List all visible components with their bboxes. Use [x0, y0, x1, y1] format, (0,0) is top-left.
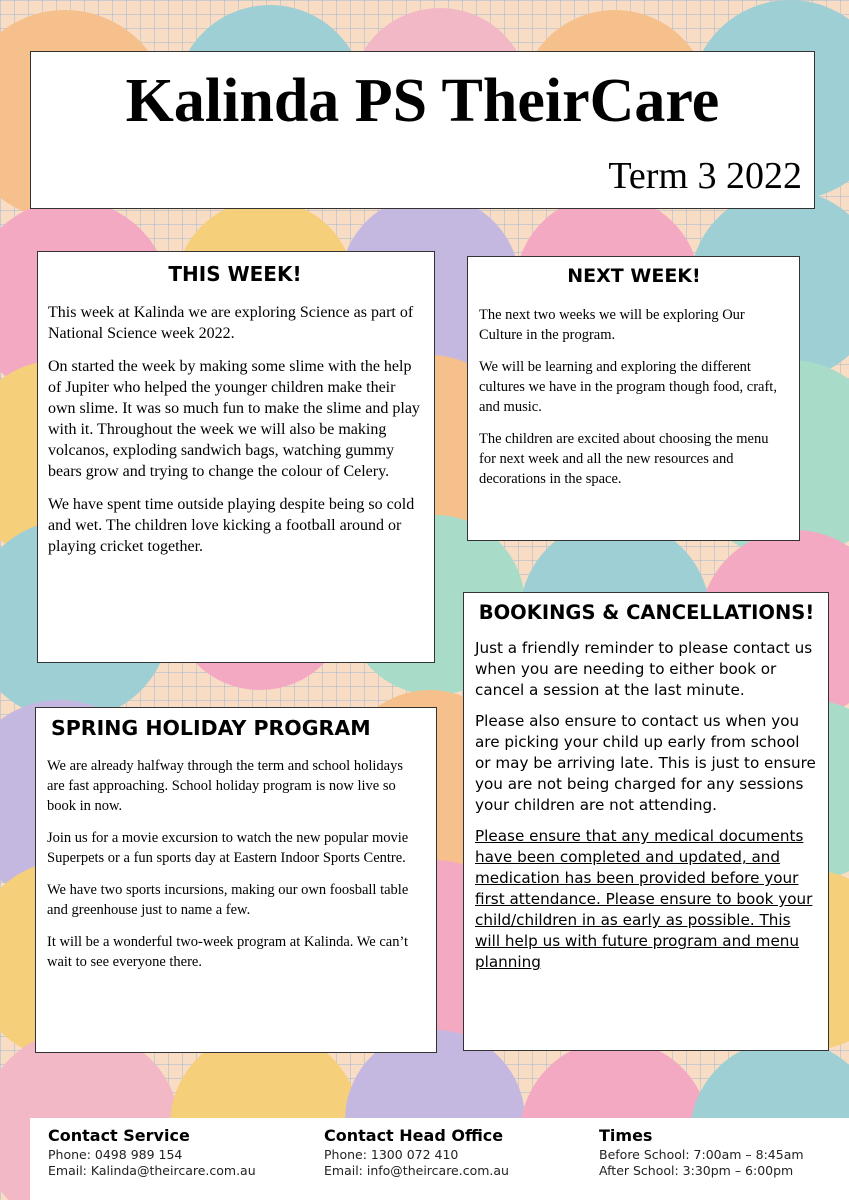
times-block [599, 1126, 804, 1179]
contact-service-email: Email: Kalinda@theircare.com.au [48, 1163, 256, 1178]
this-week-heading: THIS WEEK! [168, 262, 302, 286]
next-week-section [467, 256, 800, 541]
contact-service-block [48, 1126, 256, 1179]
term-label: Term 3 2022 [608, 155, 802, 197]
after-school-time: After School: 3:30pm – 6:00pm [599, 1163, 794, 1178]
contact-footer [30, 1118, 849, 1200]
bookings-paragraph: Just a friendly reminder to please contact us when you are needing to either book or cancel a session at the last minute. [475, 639, 813, 699]
bookings-medical-notice: Please ensure that any medical documents have been completed and updated, and medication has been provided before your first attendance. Please ensure to book your child/children in as early as possible. This will help us with future program and menu planning [475, 827, 813, 971]
this-week-section [37, 251, 435, 663]
spring-holiday-paragraph: We have two sports incursions, making our own foosball table and greenhouse just to name a few. [47, 882, 409, 918]
bookings-section [463, 592, 829, 1051]
spring-holiday-heading: SPRING HOLIDAY PROGRAM [51, 716, 371, 740]
spring-holiday-section [35, 707, 437, 1053]
contact-service-title: Contact Service [48, 1126, 190, 1145]
bookings-paragraph: Please also ensure to contact us when you are picking your child up early from school or may be arriving late. This is just to ensure you are not being charged for any sessions your children are not attending. [475, 712, 816, 814]
spring-holiday-paragraph: We are already halfway through the term and school holidays are fast approaching. School holiday program is now live so book in now. [47, 758, 403, 814]
next-week-heading: NEXT WEEK! [567, 265, 701, 287]
bookings-heading: BOOKINGS & CANCELLATIONS! [478, 601, 815, 624]
head-office-phone: Phone: 1300 072 410 [324, 1147, 459, 1162]
this-week-paragraph: On started the week by making some slime with the help of Jupiter who helped the younger children make their own slime. It was so much fun to make the slime and play with it. Throughout the week we will also be making volcanos, exploding sandwich bags, watching gummy bears grow and trying to change the colour of Celery. [48, 358, 420, 480]
next-week-paragraph: The next two weeks we will be exploring Our Culture in the program. [479, 307, 745, 343]
next-week-paragraph: We will be learning and exploring the different cultures we have in the program though food, craft, and music. [479, 359, 777, 415]
next-week-paragraph: The children are excited about choosing the menu for next week and all the new resources and decorations in the space. [479, 431, 769, 487]
times-title: Times [599, 1126, 653, 1145]
spring-holiday-paragraph: It will be a wonderful two-week program at Kalinda. We can’t wait to see everyone there. [47, 934, 409, 970]
page-title: Kalinda PS TheirCare [125, 67, 720, 135]
spring-holiday-paragraph: Join us for a movie excursion to watch the new popular movie Superpets or a fun sports day at Eastern Indoor Sports Centre. [47, 830, 409, 866]
contact-service-phone: Phone: 0498 989 154 [48, 1147, 183, 1162]
before-school-time: Before School: 7:00am – 8:45am [599, 1147, 804, 1162]
this-week-paragraph: This week at Kalinda we are exploring Science as part of National Science week 2022. [48, 304, 414, 342]
head-office-block [324, 1126, 509, 1179]
head-office-email: Email: info@theircare.com.au [324, 1163, 509, 1178]
head-office-title: Contact Head Office [324, 1126, 504, 1145]
this-week-paragraph: We have spent time outside playing despite being so cold and wet. The children love kicking a football around or playing cricket together. [48, 496, 415, 555]
title-banner [30, 51, 815, 209]
